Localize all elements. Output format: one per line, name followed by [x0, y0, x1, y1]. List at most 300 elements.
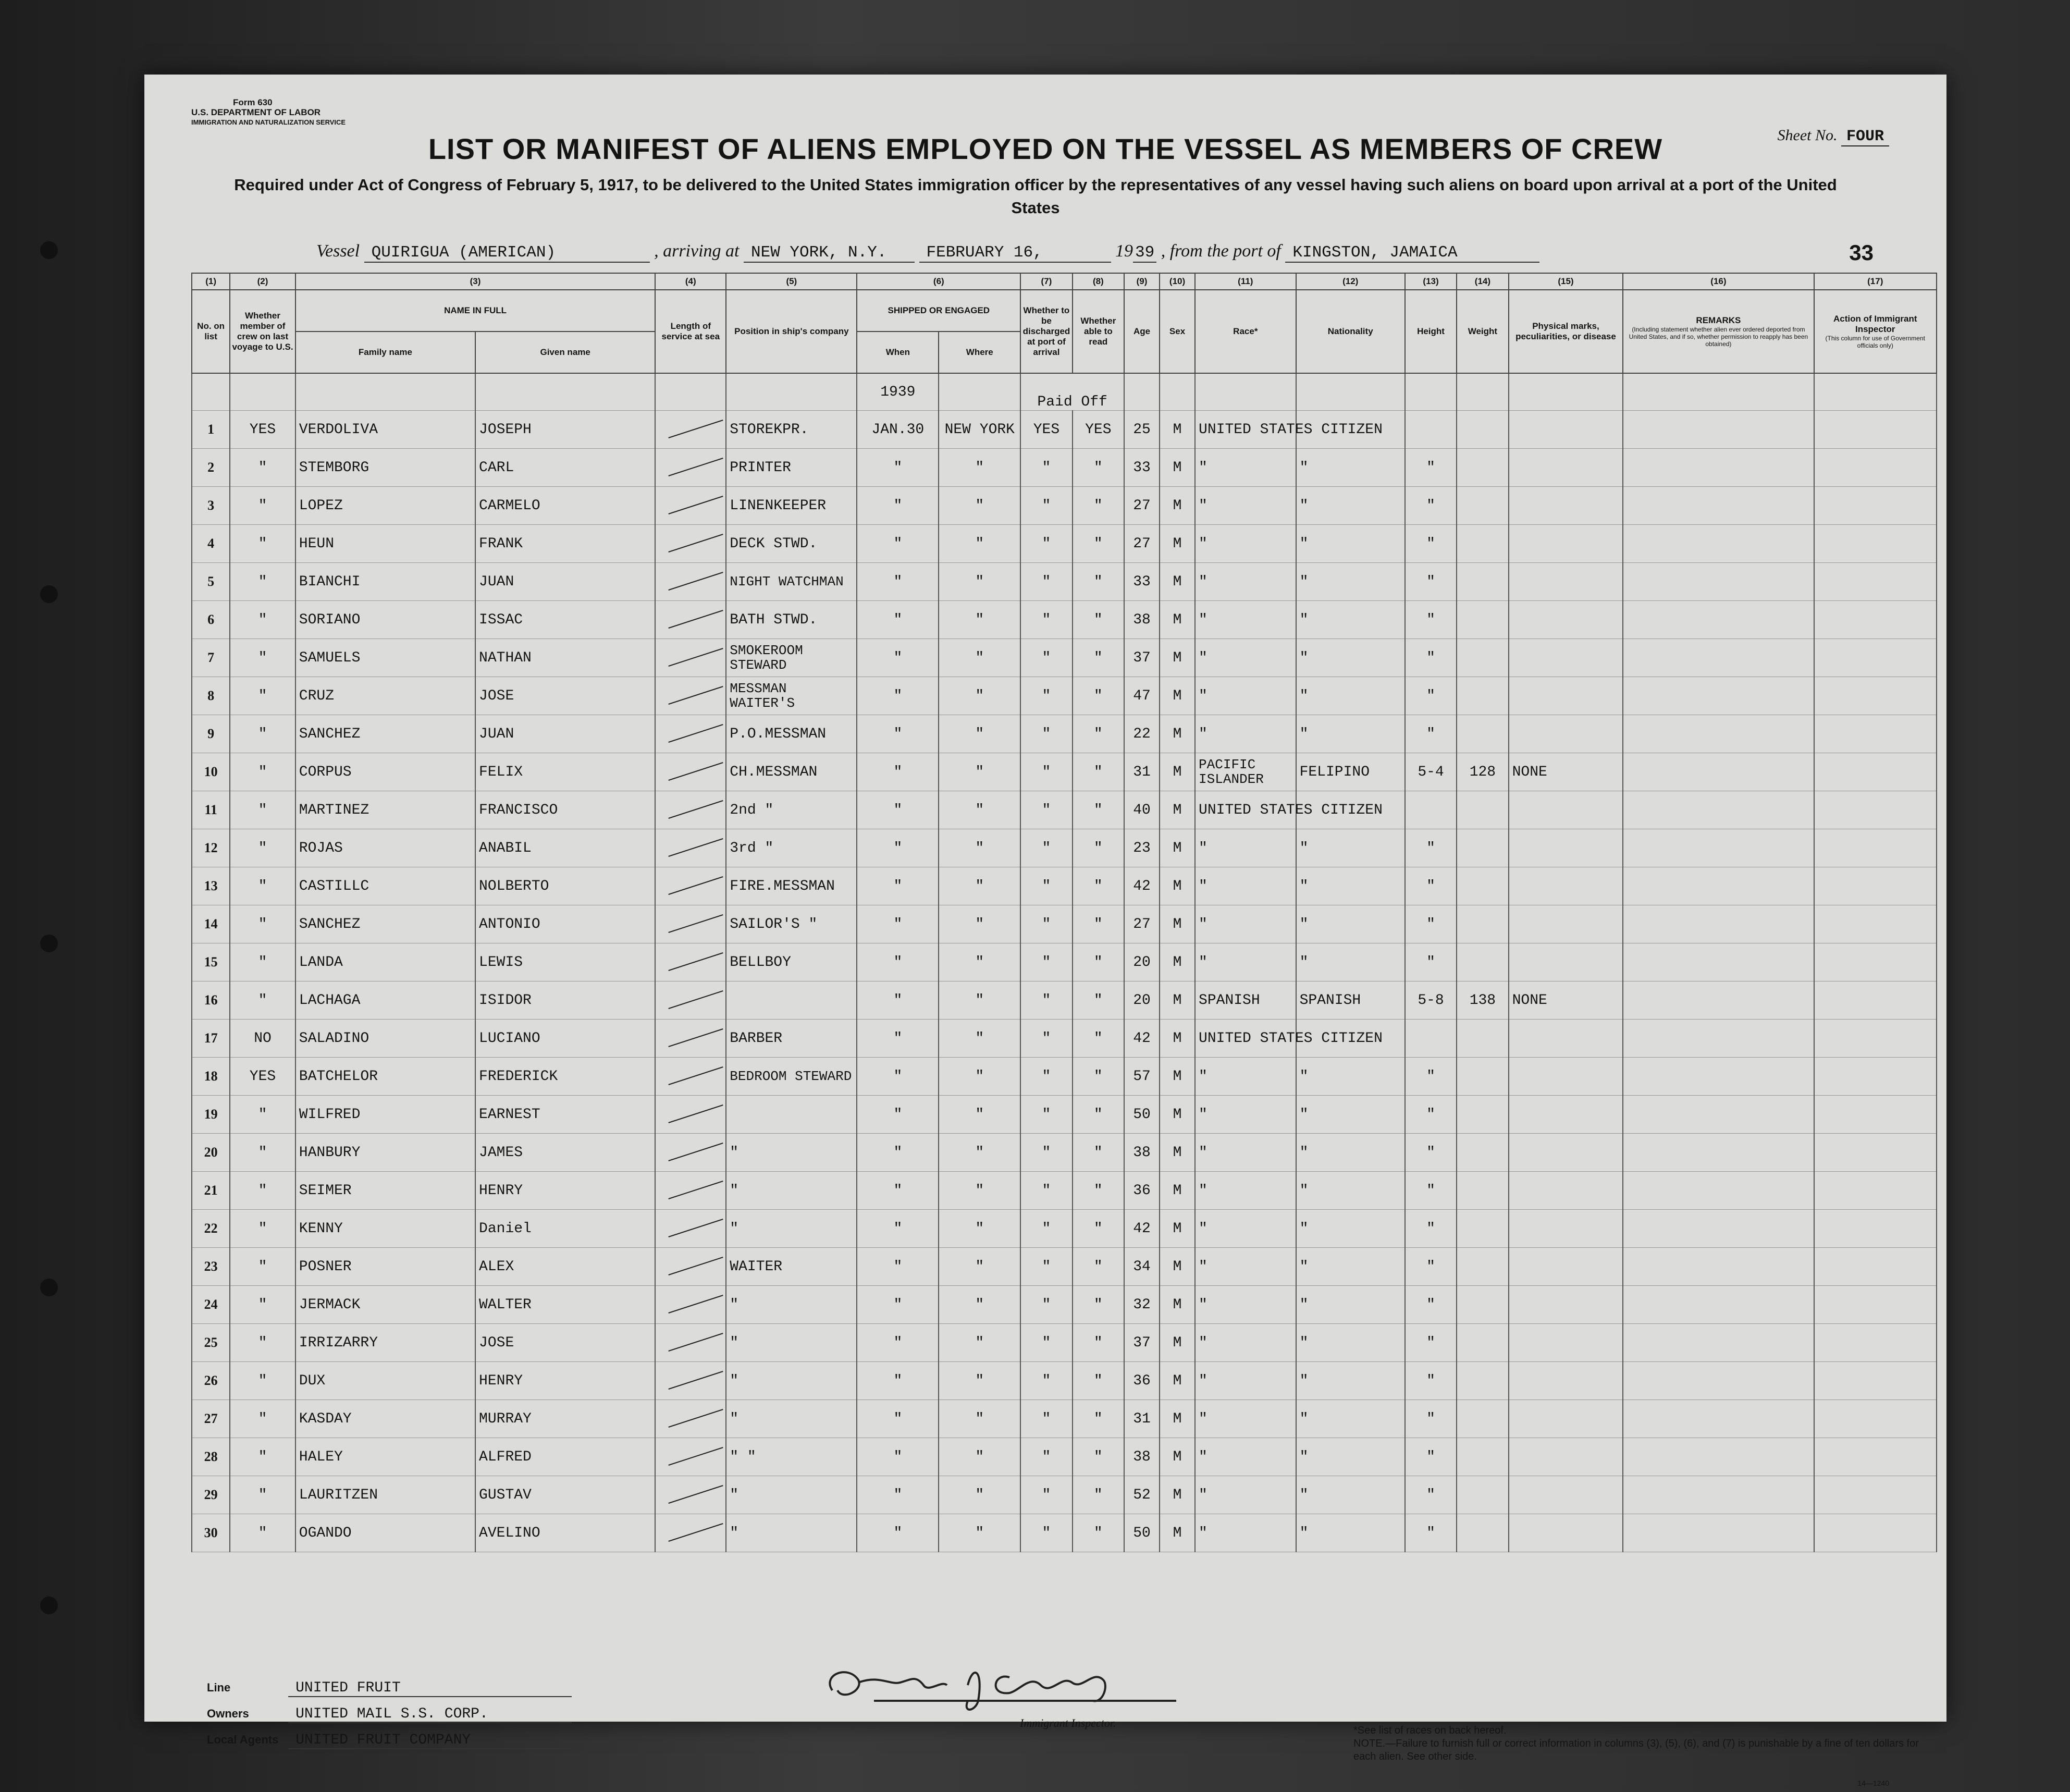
height-cell: " — [1405, 639, 1457, 677]
check-slash — [669, 1409, 723, 1428]
age-cell: 36 — [1124, 1362, 1160, 1400]
row-number: 21 — [192, 1172, 230, 1210]
family-name-cell: BIANCHI — [295, 563, 475, 601]
able-to-read-cell: " — [1073, 563, 1124, 601]
nationality-cell: SPANISH — [1296, 981, 1405, 1020]
remarks-cell — [1623, 1058, 1814, 1096]
position-cell: BATH STWD. — [726, 601, 857, 639]
row-number: 24 — [192, 1286, 230, 1324]
agents-value: UNITED FRUIT COMPANY — [288, 1733, 572, 1749]
height-cell: " — [1405, 1096, 1457, 1134]
discharged-cell: " — [1020, 829, 1072, 867]
header-weight: Weight — [1457, 290, 1508, 373]
sex-cell: M — [1160, 1210, 1195, 1248]
race-cell: " — [1195, 1400, 1296, 1438]
row-number: 18 — [192, 1058, 230, 1096]
height-cell: " — [1405, 715, 1457, 753]
discharged-cell: " — [1020, 639, 1072, 677]
inspector-action-cell — [1814, 525, 1937, 563]
sex-cell: M — [1160, 487, 1195, 525]
previous-voyage-cell: " — [230, 563, 295, 601]
sex-cell: M — [1160, 981, 1195, 1020]
sex-cell: M — [1160, 943, 1195, 981]
height-cell: " — [1405, 487, 1457, 525]
table-row — [192, 715, 1937, 753]
position-cell: BARBER — [726, 1020, 857, 1058]
year-value: 1939 — [857, 373, 939, 411]
family-name-cell: ROJAS — [295, 829, 475, 867]
shipped-when-cell: " — [857, 1210, 939, 1248]
shipped-when-cell: " — [857, 1058, 939, 1096]
year-row — [192, 373, 1937, 411]
position-cell: PRINTER — [726, 449, 857, 487]
paid-off-note: Paid Off — [1020, 373, 1124, 411]
shipped-where-cell: " — [939, 981, 1020, 1020]
shipped-when-cell: " — [857, 1324, 939, 1362]
shipped-where-cell: " — [939, 1476, 1020, 1514]
given-name-cell: CARL — [475, 449, 655, 487]
shipped-where-cell: " — [939, 677, 1020, 715]
discharged-cell: " — [1020, 487, 1072, 525]
able-to-read-cell: " — [1073, 791, 1124, 829]
position-cell: " — [726, 1400, 857, 1438]
sheet-number-value: FOUR — [1841, 128, 1889, 146]
check-slash — [669, 1066, 723, 1085]
able-to-read-cell: " — [1073, 1096, 1124, 1134]
row-number: 28 — [192, 1438, 230, 1476]
remarks-cell — [1623, 867, 1814, 905]
sex-cell: M — [1160, 791, 1195, 829]
family-name-cell: HALEY — [295, 1438, 475, 1476]
race-cell: " — [1195, 905, 1296, 943]
length-of-service-cell — [655, 1134, 726, 1172]
inspector-action-cell — [1814, 1020, 1937, 1058]
able-to-read-cell: " — [1073, 677, 1124, 715]
previous-voyage-cell: " — [230, 715, 295, 753]
race-cell: " — [1195, 601, 1296, 639]
inspector-action-cell — [1814, 1096, 1937, 1134]
discharged-cell: " — [1020, 943, 1072, 981]
check-slash — [669, 800, 723, 819]
given-name-cell: NOLBERTO — [475, 867, 655, 905]
footer-fields — [207, 1675, 572, 1753]
able-to-read-cell: " — [1073, 1514, 1124, 1552]
check-slash — [669, 1104, 723, 1123]
race-cell: " — [1195, 1096, 1296, 1134]
remarks-cell — [1623, 1286, 1814, 1324]
sex-cell: M — [1160, 1096, 1195, 1134]
position-cell: FIRE.MESSMAN — [726, 867, 857, 905]
check-slash — [669, 686, 723, 705]
shipped-when-cell: " — [857, 677, 939, 715]
col-num: (5) — [726, 273, 857, 290]
age-cell: 37 — [1124, 639, 1160, 677]
able-to-read-cell: " — [1073, 449, 1124, 487]
previous-voyage-cell: NO — [230, 1020, 295, 1058]
given-name-cell: ISIDOR — [475, 981, 655, 1020]
height-cell: " — [1405, 1438, 1457, 1476]
discharged-cell: " — [1020, 1438, 1072, 1476]
remarks-cell — [1623, 449, 1814, 487]
remarks-cell — [1623, 905, 1814, 943]
arrival-date: FEBRUARY 16, — [919, 243, 1111, 263]
physical-marks-cell — [1509, 601, 1623, 639]
physical-marks-cell — [1509, 487, 1623, 525]
row-number: 20 — [192, 1134, 230, 1172]
family-name-cell: HANBURY — [295, 1134, 475, 1172]
family-name-cell: POSNER — [295, 1248, 475, 1286]
physical-marks-cell — [1509, 1210, 1623, 1248]
given-name-cell: WALTER — [475, 1286, 655, 1324]
able-to-read-cell: " — [1073, 487, 1124, 525]
race-cell: UNITED STATES CITIZEN — [1195, 791, 1296, 829]
shipped-where-cell: " — [939, 449, 1020, 487]
table-row — [192, 1514, 1937, 1552]
length-of-service-cell — [655, 1248, 726, 1286]
sex-cell: M — [1160, 1248, 1195, 1286]
height-cell: " — [1405, 1058, 1457, 1096]
discharged-cell: " — [1020, 715, 1072, 753]
inspector-action-cell — [1814, 943, 1937, 981]
able-to-read-cell: " — [1073, 867, 1124, 905]
table-row — [192, 1324, 1937, 1362]
col-num: (4) — [655, 273, 726, 290]
table-row — [192, 1400, 1937, 1438]
height-cell: " — [1405, 1172, 1457, 1210]
previous-voyage-cell: " — [230, 1172, 295, 1210]
remarks-cell — [1623, 1324, 1814, 1362]
discharged-cell: " — [1020, 677, 1072, 715]
inspector-action-cell — [1814, 601, 1937, 639]
check-slash — [669, 1333, 723, 1352]
length-of-service-cell — [655, 1172, 726, 1210]
discharged-cell: " — [1020, 905, 1072, 943]
weight-cell — [1457, 829, 1508, 867]
row-number: 10 — [192, 753, 230, 791]
col-num: (15) — [1509, 273, 1623, 290]
vessel-name: QUIRIGUA (AMERICAN) — [364, 243, 650, 263]
position-cell: WAITER — [726, 1248, 857, 1286]
able-to-read-cell: " — [1073, 1248, 1124, 1286]
remarks-cell — [1623, 943, 1814, 981]
discharged-cell: " — [1020, 1134, 1072, 1172]
arriving-label: , arriving at — [654, 241, 740, 261]
age-cell: 52 — [1124, 1476, 1160, 1514]
sex-cell: M — [1160, 1058, 1195, 1096]
discharged-cell: " — [1020, 1210, 1072, 1248]
table-row — [192, 411, 1937, 449]
table-row — [192, 981, 1937, 1020]
nationality-cell: " — [1296, 525, 1405, 563]
shipped-when-cell: " — [857, 601, 939, 639]
sex-cell: M — [1160, 867, 1195, 905]
shipped-when-cell: " — [857, 1438, 939, 1476]
previous-voyage-cell: YES — [230, 411, 295, 449]
family-name-cell: SANCHEZ — [295, 715, 475, 753]
row-number: 13 — [192, 867, 230, 905]
weight-cell — [1457, 1172, 1508, 1210]
age-cell: 22 — [1124, 715, 1160, 753]
length-of-service-cell — [655, 943, 726, 981]
sex-cell: M — [1160, 829, 1195, 867]
table-row — [192, 1210, 1937, 1248]
check-slash — [669, 990, 723, 1009]
from-port: KINGSTON, JAMAICA — [1285, 243, 1539, 263]
race-cell: " — [1195, 1210, 1296, 1248]
physical-marks-cell — [1509, 639, 1623, 677]
length-of-service-cell — [655, 1286, 726, 1324]
nationality-cell: " — [1296, 905, 1405, 943]
weight-cell — [1457, 1438, 1508, 1476]
discharged-cell: " — [1020, 1058, 1072, 1096]
previous-voyage-cell: " — [230, 905, 295, 943]
nationality-cell: FELIPINO — [1296, 753, 1405, 791]
row-number: 4 — [192, 525, 230, 563]
col-num: (6) — [857, 273, 1020, 290]
crew-table — [191, 273, 1937, 1552]
shipped-when-cell: " — [857, 1096, 939, 1134]
check-slash — [669, 610, 723, 629]
able-to-read-cell: " — [1073, 1324, 1124, 1362]
family-name-cell: STEMBORG — [295, 449, 475, 487]
check-slash — [669, 876, 723, 895]
header-given-name: Given name — [475, 332, 655, 373]
able-to-read-cell: YES — [1073, 411, 1124, 449]
able-to-read-cell: " — [1073, 1400, 1124, 1438]
position-cell: SMOKEROOM STEWARD — [726, 639, 857, 677]
row-number: 27 — [192, 1400, 230, 1438]
length-of-service-cell — [655, 1020, 726, 1058]
sex-cell: M — [1160, 563, 1195, 601]
weight-cell — [1457, 867, 1508, 905]
family-name-cell: SAMUELS — [295, 639, 475, 677]
physical-marks-cell: NONE — [1509, 981, 1623, 1020]
table-row — [192, 1438, 1937, 1476]
position-cell: 3rd " — [726, 829, 857, 867]
sex-cell: M — [1160, 1172, 1195, 1210]
able-to-read-cell: " — [1073, 829, 1124, 867]
row-number: 5 — [192, 563, 230, 601]
shipped-where-cell: " — [939, 1172, 1020, 1210]
position-cell: CH.MESSMAN — [726, 753, 857, 791]
table-row — [192, 1020, 1937, 1058]
shipped-when-cell: " — [857, 1400, 939, 1438]
physical-marks-cell — [1509, 1134, 1623, 1172]
table-row — [192, 753, 1937, 791]
check-slash — [669, 1143, 723, 1161]
length-of-service-cell — [655, 829, 726, 867]
able-to-read-cell: " — [1073, 1438, 1124, 1476]
col-num: (16) — [1623, 273, 1814, 290]
position-cell: " — [726, 1134, 857, 1172]
able-to-read-cell: " — [1073, 1172, 1124, 1210]
weight-cell — [1457, 1400, 1508, 1438]
row-number: 19 — [192, 1096, 230, 1134]
length-of-service-cell — [655, 905, 726, 943]
inspector-action-cell — [1814, 981, 1937, 1020]
able-to-read-cell: " — [1073, 639, 1124, 677]
height-cell: " — [1405, 563, 1457, 601]
able-to-read-cell: " — [1073, 943, 1124, 981]
discharged-cell: " — [1020, 1096, 1072, 1134]
discharged-cell: " — [1020, 753, 1072, 791]
col-num: (9) — [1124, 273, 1160, 290]
given-name-cell: JOSE — [475, 1324, 655, 1362]
given-name-cell: LUCIANO — [475, 1020, 655, 1058]
length-of-service-cell — [655, 525, 726, 563]
given-name-cell: HENRY — [475, 1172, 655, 1210]
shipped-when-cell: " — [857, 525, 939, 563]
family-name-cell: JERMACK — [295, 1286, 475, 1324]
previous-voyage-cell: " — [230, 1134, 295, 1172]
shipped-when-cell: " — [857, 905, 939, 943]
length-of-service-cell — [655, 677, 726, 715]
age-cell: 33 — [1124, 449, 1160, 487]
row-number: 30 — [192, 1514, 230, 1552]
race-cell: " — [1195, 449, 1296, 487]
check-slash — [669, 1371, 723, 1390]
shipped-where-cell: " — [939, 563, 1020, 601]
physical-marks-cell — [1509, 525, 1623, 563]
position-cell: " — [726, 1476, 857, 1514]
given-name-cell: FRANCISCO — [475, 791, 655, 829]
age-cell: 42 — [1124, 867, 1160, 905]
race-cell: " — [1195, 1172, 1296, 1210]
row-number: 23 — [192, 1248, 230, 1286]
row-number: 1 — [192, 411, 230, 449]
nationality-cell: " — [1296, 829, 1405, 867]
table-header — [192, 273, 1937, 373]
weight-cell — [1457, 905, 1508, 943]
line-field — [207, 1675, 572, 1701]
shipped-where-cell: NEW YORK — [939, 411, 1020, 449]
line-label: Line — [207, 1681, 231, 1694]
length-of-service-cell — [655, 411, 726, 449]
remarks-cell — [1623, 563, 1814, 601]
nationality-cell: " — [1296, 1172, 1405, 1210]
race-cell: " — [1195, 677, 1296, 715]
age-cell: 23 — [1124, 829, 1160, 867]
previous-voyage-cell: " — [230, 449, 295, 487]
shipped-when-cell: " — [857, 791, 939, 829]
height-cell: 5-8 — [1405, 981, 1457, 1020]
nationality-cell: " — [1296, 1476, 1405, 1514]
position-cell — [726, 981, 857, 1020]
check-slash — [669, 1295, 723, 1314]
inspector-action-cell — [1814, 639, 1937, 677]
weight-cell — [1457, 1134, 1508, 1172]
length-of-service-cell — [655, 791, 726, 829]
header-where: Where — [939, 332, 1020, 373]
previous-voyage-cell: " — [230, 639, 295, 677]
punch-hole — [40, 585, 58, 603]
shipped-when-cell: " — [857, 1514, 939, 1552]
nationality-cell: " — [1296, 943, 1405, 981]
family-name-cell: HEUN — [295, 525, 475, 563]
table-row — [192, 791, 1937, 829]
inspector-signature — [811, 1654, 1208, 1716]
arrival-port: NEW YORK, N.Y. — [744, 243, 915, 263]
header-able-to-read: Whether able to read — [1073, 290, 1124, 373]
family-name-cell: SEIMER — [295, 1172, 475, 1210]
previous-voyage-cell: " — [230, 981, 295, 1020]
length-of-service-cell — [655, 1096, 726, 1134]
position-cell: BEDROOM STEWARD — [726, 1058, 857, 1096]
discharged-cell: " — [1020, 1286, 1072, 1324]
previous-voyage-cell: " — [230, 867, 295, 905]
table-row — [192, 867, 1937, 905]
races-note: *See list of races on back hereof. — [1353, 1725, 1507, 1736]
age-cell: 50 — [1124, 1514, 1160, 1552]
given-name-cell: LEWIS — [475, 943, 655, 981]
remarks-cell — [1623, 1210, 1814, 1248]
remarks-cell — [1623, 601, 1814, 639]
row-number: 12 — [192, 829, 230, 867]
discharged-cell: " — [1020, 1324, 1072, 1362]
header-previous-voyage: Whether member of crew on last voyage to U.S. — [230, 290, 295, 373]
discharged-cell: " — [1020, 1362, 1072, 1400]
height-cell — [1405, 791, 1457, 829]
check-slash — [669, 496, 723, 514]
nationality-cell: " — [1296, 639, 1405, 677]
previous-voyage-cell: " — [230, 791, 295, 829]
age-cell: 36 — [1124, 1172, 1160, 1210]
header-remarks — [1623, 290, 1814, 373]
check-slash — [669, 1485, 723, 1504]
weight-cell — [1457, 525, 1508, 563]
remarks-cell — [1623, 411, 1814, 449]
table-row — [192, 1286, 1937, 1324]
family-name-cell: KASDAY — [295, 1400, 475, 1438]
manifest-sheet — [144, 75, 1946, 1787]
header-nationality: Nationality — [1296, 290, 1405, 373]
inspector-action-cell — [1814, 487, 1937, 525]
header-inspector-note: (This column for use of Government officials only) — [1825, 335, 1925, 349]
table-row — [192, 601, 1937, 639]
race-cell: " — [1195, 563, 1296, 601]
family-name-cell: SALADINO — [295, 1020, 475, 1058]
length-of-service-cell — [655, 1400, 726, 1438]
given-name-cell: ALEX — [475, 1248, 655, 1286]
physical-marks-cell — [1509, 449, 1623, 487]
height-cell: " — [1405, 905, 1457, 943]
nationality-cell: " — [1296, 867, 1405, 905]
race-cell: " — [1195, 525, 1296, 563]
agents-field — [207, 1727, 572, 1753]
age-cell: 27 — [1124, 525, 1160, 563]
header-discharged: Whether to be discharged at port of arrival — [1020, 290, 1072, 373]
age-cell: 32 — [1124, 1286, 1160, 1324]
shipped-where-cell: " — [939, 829, 1020, 867]
able-to-read-cell: " — [1073, 1476, 1124, 1514]
col-num: (13) — [1405, 273, 1457, 290]
race-cell: UNITED STATES CITIZEN — [1195, 1020, 1296, 1058]
remarks-cell — [1623, 487, 1814, 525]
height-cell: " — [1405, 1248, 1457, 1286]
shipped-where-cell: " — [939, 601, 1020, 639]
row-number: 14 — [192, 905, 230, 943]
sex-cell: M — [1160, 1514, 1195, 1552]
race-cell: " — [1195, 487, 1296, 525]
position-cell: " — [726, 1210, 857, 1248]
vessel-line — [316, 241, 1539, 263]
race-cell: " — [1195, 1438, 1296, 1476]
length-of-service-cell — [655, 1210, 726, 1248]
age-cell: 38 — [1124, 601, 1160, 639]
remarks-cell — [1623, 753, 1814, 791]
shipped-where-cell: " — [939, 1400, 1020, 1438]
inspector-action-cell — [1814, 1248, 1937, 1286]
